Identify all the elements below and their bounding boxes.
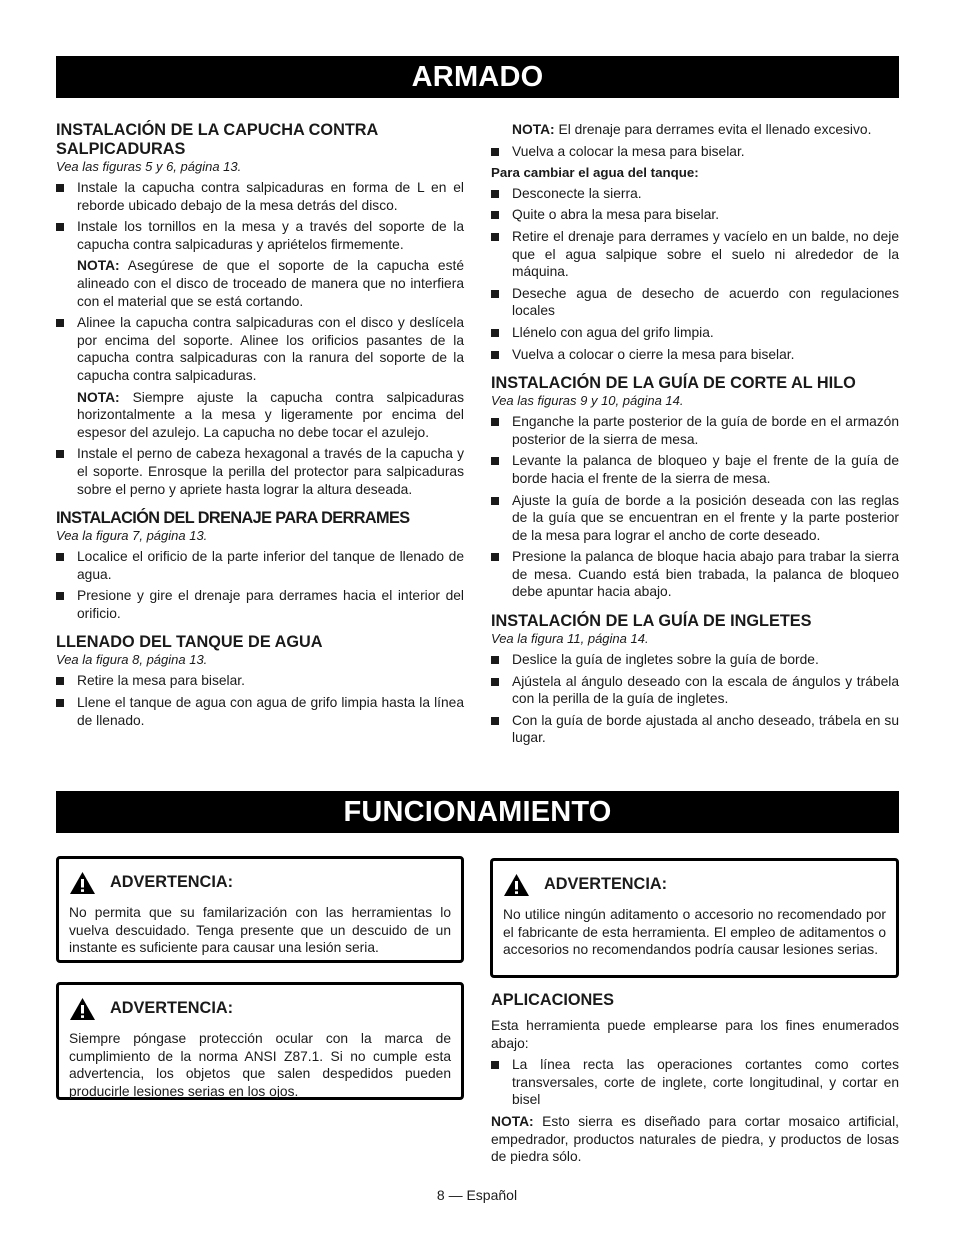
bullet-square-icon [491,211,499,219]
figure-reference: Vea la figura 11, página 14. [491,631,649,647]
list-item: Presione y gire el drenaje para derrames hacia el interior del orificio. [56,587,464,622]
list-item: Vuelva a colocar o cierre la mesa para biselar. [491,346,899,364]
note: NOTA: Siempre ajuste la capucha contra salpicaduras horizontalmente a la mesa y ligeramente por encima del espesor del azulejo. La capucha no debe tocar el azulejo. [77,389,464,440]
ingletes-steps [491,651,899,747]
bullet-square-icon [491,553,499,561]
bullet-square-icon [56,677,64,685]
guia-corte-steps [491,413,899,601]
list-item: Deslice la guía de ingletes sobre la guía de borde. [491,651,899,669]
heading-aplicaciones: APLICACIONES [491,991,615,1009]
warning-box [56,856,464,963]
bullet-square-icon [491,148,499,156]
warning-triangle-icon [69,871,96,895]
bullet-square-icon [491,497,499,505]
bullet-square-icon [491,1061,499,1069]
list-item: Levante la palanca de bloqueo y baje el frente de la guía de borde hacia el frente de la sierra de mesa. [491,452,899,487]
armado-right-column [491,121,899,751]
bullet-square-icon [56,553,64,561]
bullet-square-icon [491,233,499,241]
bullet-square-icon [491,329,499,337]
list-item: Quite o abra la mesa para biselar. [491,206,899,224]
section-title-funcionamiento: FUNCIONAMIENTO [56,791,899,833]
page-footer: 8 — Español [436,1187,518,1203]
warning-triangle-icon [503,873,530,897]
llenado-steps [56,672,464,729]
list-item: Enganche la parte posterior de la guía de borde en el armazón posterior de la sierra de mesa. [491,413,899,448]
list-item: Desconecte la sierra. [491,185,899,203]
list-item: La línea recta las operaciones cortantes como cortes transversales, corte de inglete, corte longitudinal, y cortar en bisel [491,1056,899,1109]
bullet-square-icon [491,190,499,198]
bullet-square-icon [491,351,499,359]
list-item: Llene el tanque de agua con agua de grifo limpia hasta la línea de llenado. [56,694,464,729]
bullet-square-icon [56,592,64,600]
armado-left-column [56,121,464,733]
figure-reference: Vea las figuras 9 y 10, página 14. [491,393,684,409]
aplicaciones-list [491,1056,899,1109]
list-item: Instale la capucha contra salpicaduras en forma de L en el reborde ubicado debajo de la mesa detrás del disco. [56,179,464,214]
list-item: Llénelo con agua del grifo limpia. [491,324,899,342]
list-item: Instale los tornillos en la mesa y a través del soporte de la capucha contra salpicaduras y apriételos firmemente. [56,218,464,253]
cambiar-agua-steps [491,185,899,363]
capucha-steps [56,179,464,253]
note: NOTA: El drenaje para derrames evita el llenado excesivo. [512,122,872,137]
heading-llenado: LLENADO DEL TANQUE DE AGUA [56,633,323,652]
heading-drenaje: INSTALACIÓN DEL DRENAJE PARA DERRAMES [56,509,410,528]
list-item: Ajústela al ángulo deseado con la escala de ángulos y trábela con la perilla de la guía de ingletes. [491,673,899,708]
bullet-square-icon [56,699,64,707]
warning-title: ADVERTENCIA: [110,873,234,892]
bullet-square-icon [491,656,499,664]
note: NOTA: Asegúrese de que el soporte de la capucha esté alineado con el disco de troceado de manera que no interfiera con el material que se está cortando. [77,258,464,309]
bullet-square-icon [56,450,64,458]
heading-ingletes: INSTALACIÓN DE LA GUÍA DE INGLETES [491,612,812,631]
warning-title: ADVERTENCIA: [110,999,234,1018]
list-item: Presione la palanca de bloque hacia abajo para trabar la sierra de mesa. Cuando está bien trabada, la palanca de bloqueo debe apuntar hacia abajo. [491,548,899,601]
bullet-square-icon [56,319,64,327]
figure-reference: Vea las figuras 5 y 6, página 13. [56,159,242,174]
list-item: Instale el perno de cabeza hexagonal a través de la capucha y el soporte. Enrosque la perilla del protector para salpicaduras sobre el perno y apriete hasta lograr la altura deseada. [56,445,464,498]
bullet-square-icon [491,717,499,725]
heading-guia-corte: INSTALACIÓN DE LA GUÍA DE CORTE AL HILO [491,374,856,393]
section-title-armado: ARMADO [56,56,899,98]
subheading-cambiar-agua: Para cambiar el agua del tanque: [491,165,699,181]
bullet-square-icon [491,678,499,686]
list-item: Alinee la capucha contra salpicaduras con el disco y deslícela por encima del soporte. Alinee los orificios pasantes de la capucha contra salpicaduras con la ranura del soporte de la capucha contra salpicaduras. [56,314,464,384]
drenaje-steps [56,548,464,622]
bullet-square-icon [491,290,499,298]
bullet-square-icon [491,418,499,426]
warning-text: No utilice ningún aditamento o accesorio no recomendado por el fabricante de esta herramienta. El empleo de aditamentos o accesorios no recomendandos podría causar lesiones serias. [503,907,886,958]
figure-reference: Vea la figura 8, página 13. [56,652,208,668]
warning-box [490,858,899,978]
warning-text: No permita que su familarización con las herramientas lo vuelva descuidado. Tenga presente que un descuido de un instante es suficiente para causar una lesión seria. [69,905,451,956]
bullet-square-icon [56,184,64,192]
warning-text: Siempre póngase protección ocular con la marca de cumplimiento de la norma ANSI Z87.1. Si no cumple esta advertencia, los objetos que salen despedidos pueden producirle lesiones serias en los ojos. [69,1031,451,1099]
bullet-square-icon [491,457,499,465]
heading-capucha: INSTALACIÓN DE LA CAPUCHA CONTRA SALPICADURAS [56,121,378,158]
list-item: Vuelva a colocar la mesa para biselar. [491,143,899,161]
note: NOTA: Esto sierra es diseñado para cortar mosaico artificial, empedrador, productos naturales de piedra, y productos de losas de piedra sólo. [491,1113,899,1165]
list-item: Deseche agua de desecho de acuerdo con regulaciones locales [491,285,899,320]
list-item: Retire el drenaje para derrames y vacíelo en un balde, no deje que el agua salpique sobre el suelo ni alrededor de la máquina. [491,228,899,281]
warning-title: ADVERTENCIA: [544,875,668,894]
list-item: Con la guía de borde ajustada al ancho deseado, trábela en su lugar. [491,712,899,747]
warning-box [56,982,464,1100]
aplicaciones-section [491,991,899,1170]
aplicaciones-intro: Esta herramienta puede emplearse para los fines enumerados abajo: [491,1018,899,1051]
figure-reference: Vea la figura 7, página 13. [56,528,208,544]
bullet-square-icon [56,223,64,231]
list-item: Retire la mesa para biselar. [56,672,464,690]
list-item: Ajuste la guía de borde a la posición deseada con las reglas de la guía que se encuentran en el frente y la parte posterior de la mesa para lograr el ancho de corte deseado. [491,492,899,545]
list-item: Localice el orificio de la parte inferior del tanque de llenado de agua. [56,548,464,583]
warning-triangle-icon [69,997,96,1021]
